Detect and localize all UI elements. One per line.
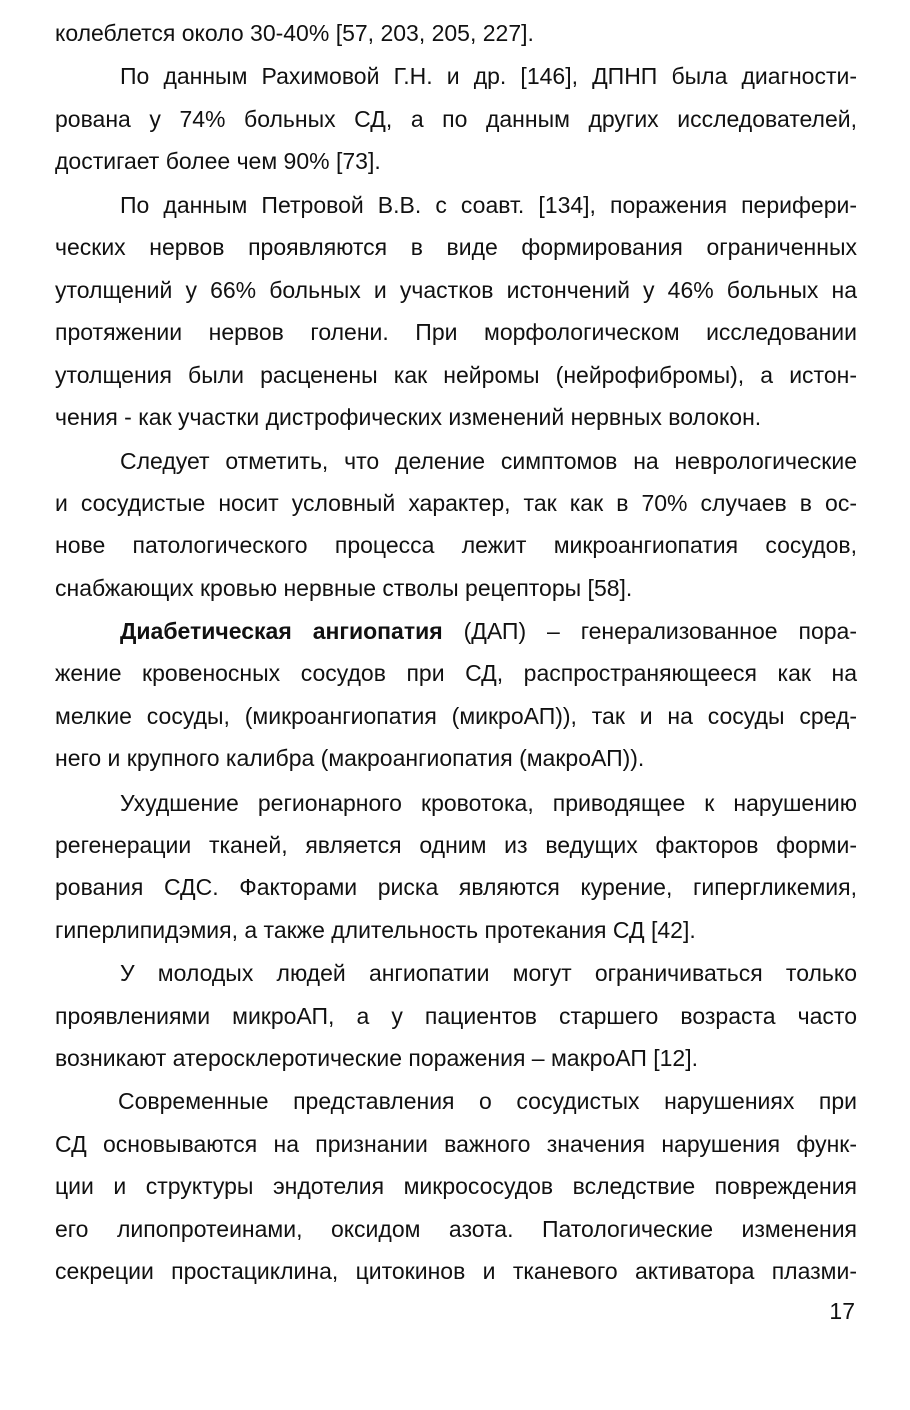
text-line: его липопротеинами, оксидом азота. Патологические изменения	[55, 1216, 857, 1242]
text-line: Следует отметить, что деление симптомов на неврологические	[120, 448, 857, 474]
term-rest: (ДАП) – генерализованное пора-	[442, 618, 858, 644]
text-line: СД основываются на признании важного значения нарушения функ-	[55, 1131, 857, 1157]
text-line: проявлениями микроАП, а у пациентов старшего возраста часто	[55, 1003, 857, 1029]
text-line: возникают атеросклеротические поражения – макроАП [12].	[55, 1045, 699, 1071]
text-line: и сосудистые носит условный характер, так как в 70% случаев в ос-	[55, 490, 857, 516]
text-line: утолщения были расценены как нейромы (нейрофибромы), а истон-	[55, 362, 857, 388]
text-line: достигает более чем 90% [73].	[55, 148, 381, 174]
text-line: мелкие сосуды, (микроангиопатия (микроАП)), так и на сосуды сред-	[55, 703, 857, 729]
text-line: Ухудшение регионарного кровотока, приводящее к нарушению	[120, 790, 857, 816]
text-line: нове патологического процесса лежит микроангиопатия сосудов,	[55, 532, 857, 558]
text-line: колеблется около 30-40% [57, 203, 205, 227].	[55, 20, 534, 46]
page-number: 17	[829, 1298, 855, 1324]
text-line: рования СДС. Факторами риска являются курение, гипергликемия,	[55, 874, 857, 900]
text-line: регенерации тканей, является одним из ведущих факторов форми-	[55, 832, 857, 858]
text-line: жение кровеносных сосудов при СД, распространяющееся как на	[55, 660, 857, 686]
text-line: утолщений у 66% больных и участков истончений у 46% больных на	[55, 277, 857, 303]
text-line: чения - как участки дистрофических изменений нервных волокон.	[55, 404, 762, 430]
text-line: протяжении нервов голени. При морфологическом исследовании	[55, 319, 857, 345]
text-line: ции и структуры эндотелия микрососудов вследствие повреждения	[55, 1173, 857, 1199]
text-line: Современные представления о сосудистых нарушениях при	[118, 1088, 857, 1114]
text-line: ческих нервов проявляются в виде формирования ограниченных	[55, 234, 857, 260]
text-line: секреции простациклина, цитокинов и тканевого активатора плазми-	[55, 1258, 857, 1284]
text-line	[120, 610, 857, 652]
text-line: рована у 74% больных СД, а по данным других исследователей,	[55, 106, 857, 132]
text-line: него и крупного калибра (макроангиопатия (макроАП)).	[55, 745, 645, 771]
text-line: гиперлипидэмия, а также длительность протекания СД [42].	[55, 917, 696, 943]
text-line: По данным Петровой В.В. с соавт. [134], поражения перифери-	[120, 192, 857, 218]
text-line: снабжающих кровью нервные стволы рецепторы [58].	[55, 575, 633, 601]
text-line: У молодых людей ангиопатии могут ограничиваться только	[120, 960, 857, 986]
term-bold: Диабетическая ангиопатия	[120, 618, 443, 644]
text-line: По данным Рахимовой Г.Н. и др. [146], ДПНП была диагности-	[120, 63, 857, 89]
